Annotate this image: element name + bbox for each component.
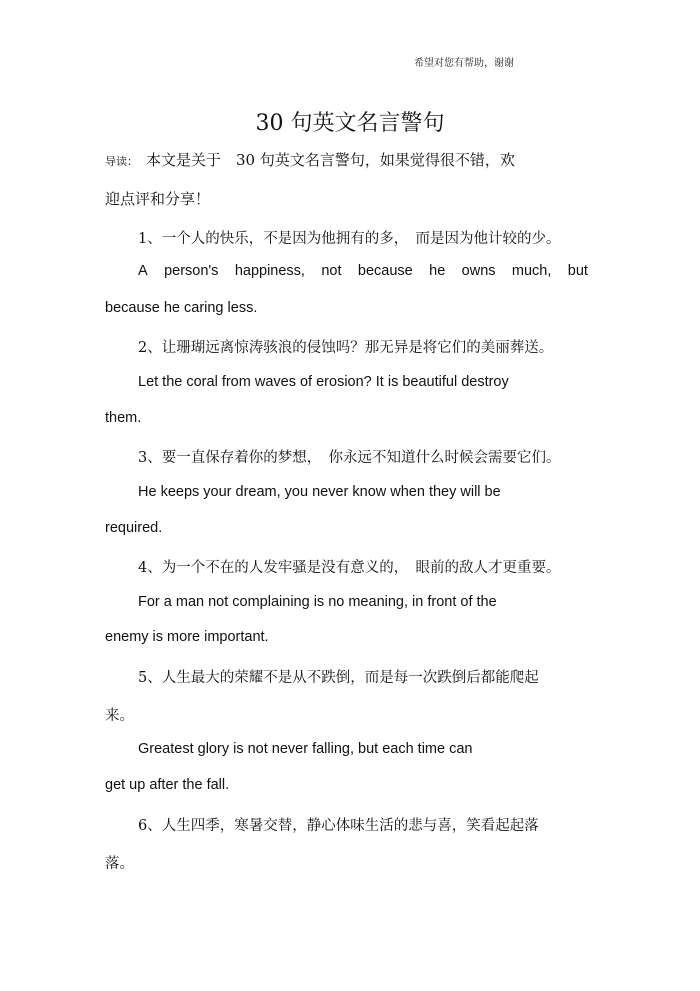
quote-4-english-line-2: enemy is more important. xyxy=(105,629,269,645)
quote-5-english-line-2: get up after the fall. xyxy=(105,777,230,793)
quote-5-chinese-line-2: 来。 xyxy=(105,708,134,724)
word: much, xyxy=(511,263,552,279)
word: A xyxy=(138,263,148,279)
quote-5-english-line-1: Greatest glory is not never falling, but each time can xyxy=(138,741,473,757)
intro-label: 导读： xyxy=(105,155,138,168)
quote-5-chinese-line-1: 5、人生最大的荣耀不是从不跌倒，而是每一次跌倒后都能爬起 xyxy=(138,670,539,686)
quote-1-chinese: 1、一个人的快乐，不是因为他拥有的多， 而是因为他计较的少。 xyxy=(138,231,561,247)
intro-line-1 xyxy=(105,149,595,170)
quote-4-english-line-1: For a man not complaining is no meaning, in front of the xyxy=(138,594,497,610)
header-note: 希望对您有帮助，谢谢 xyxy=(414,58,514,69)
quote-4-chinese: 4、为一个不在的人发牢骚是没有意义的， 眼前的敌人才更重要。 xyxy=(138,560,561,576)
quote-6-chinese-line-1: 6、人生四季，寒暑交替，静心体味生活的悲与喜，笑看起起落 xyxy=(138,818,539,834)
quote-6-chinese-line-2: 落。 xyxy=(105,856,134,872)
quote-1-english-line-1 xyxy=(138,263,588,279)
word: because xyxy=(357,263,413,279)
quote-2-english-line-1: Let the coral from waves of erosion? It is beautiful destroy xyxy=(138,374,509,390)
word: owns xyxy=(461,263,496,279)
quote-2-chinese: 2、让珊瑚远离惊涛骇浪的侵蚀吗？那无异是将它们的美丽葬送。 xyxy=(138,340,554,356)
intro-line-2: 迎点评和分享！ xyxy=(105,190,211,208)
word: happiness, xyxy=(234,263,305,279)
word: person's xyxy=(164,263,219,279)
word: he xyxy=(429,263,446,279)
quote-3-english-line-2: required. xyxy=(105,520,163,536)
quote-3-english-line-1: He keeps your dream, you never know when they will be xyxy=(138,484,501,500)
word: not xyxy=(321,263,342,279)
document-title: 30 句英文名言警句 xyxy=(255,111,445,136)
intro-text-1: 本文是关于 30 句英文名言警句，如果觉得很不错，欢 xyxy=(146,151,515,169)
word: but xyxy=(567,263,588,279)
quote-2-english-line-2: them. xyxy=(105,410,142,426)
quote-3-chinese: 3、要一直保存着你的梦想， 你永远不知道什么时候会需要它们。 xyxy=(138,450,561,466)
quote-1-english-line-2: because he caring less. xyxy=(105,300,258,316)
